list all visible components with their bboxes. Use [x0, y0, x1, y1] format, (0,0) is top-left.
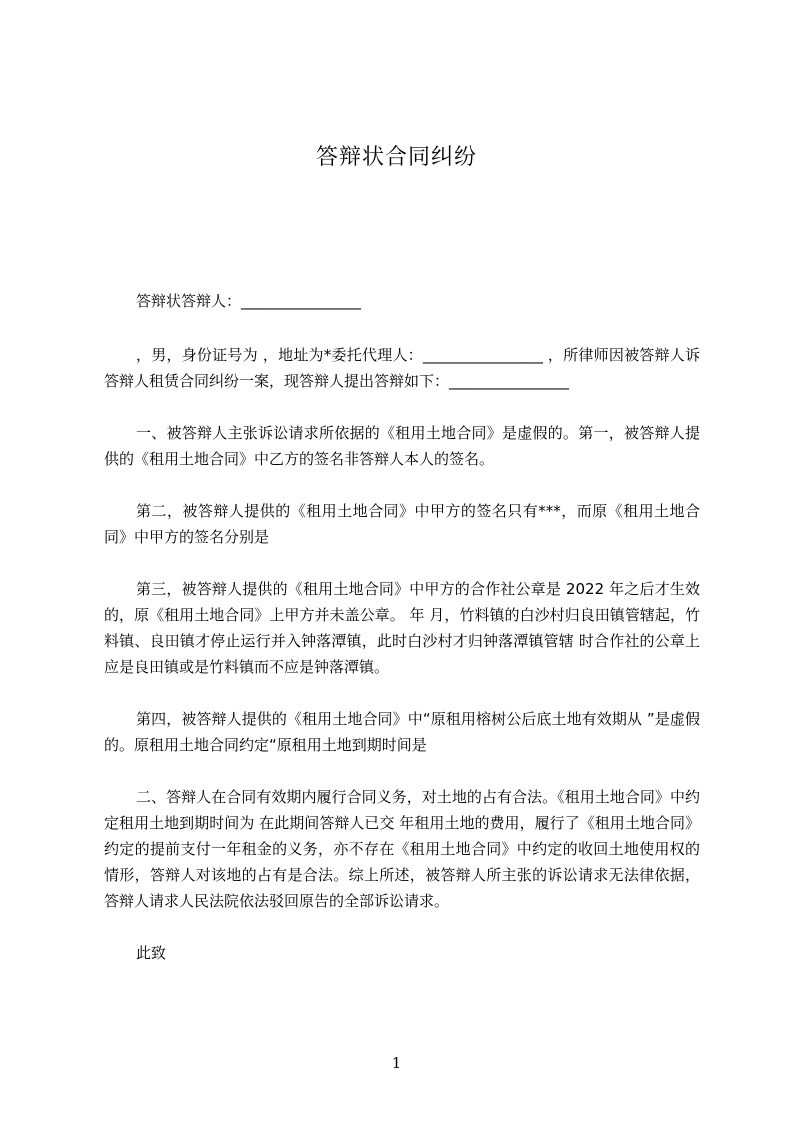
- defense-section-two-paragraph: 二、答辩人在合同有效期内履行合同义务，对土地的占有合法。《租用土地合同》中约定租用土地到期时间为 在此期间答辩人已交 年租用土地的费用，履行了《租用土地合同》约定的提前支付一年租金的义务，亦不存在《租用土地合同》中约定的收回土地使用权的情形，答辩人对该地的占有是合法。综上所述，被答辩人所主张的诉讼请求无法律依据，答辩人请求人民法院依法驳回原告的全部诉讼请求。: [104, 788, 700, 910]
- closing-salutation: 此致: [136, 944, 167, 962]
- document-body: [104, 288, 700, 992]
- defense-point-two-paragraph: 第二，被答辩人提供的《租用土地合同》中甲方的签名只有***，而原《租用土地合同》中甲方的签名分别是: [104, 502, 700, 546]
- page-number: 1: [391, 1054, 402, 1072]
- defense-point-three-paragraph: 第三，被答辩人提供的《租用土地合同》中甲方的合作社公章是 2022 年之后才生效的，原《租用土地合同》上甲方并未盖公章。 年 月，竹料镇的白沙村归良田镇管辖起，竹料镇、良田镇才停止运行并入钟落潭镇，此时白沙村才归钟落潭镇管辖 时合作社的公章上应是良田镇或是竹料镇而不应是钟落潭镇。: [104, 580, 700, 676]
- defense-point-one-paragraph: 一、被答辩人主张诉讼请求所依据的《租用土地合同》是虚假的。第一，被答辩人提供的《租用土地合同》中乙方的签名非答辩人本人的签名。: [104, 424, 700, 468]
- defense-point-four-paragraph: 第四，被答辩人提供的《租用土地合同》中“原租用榕树公后底土地有效期从 ”是虚假的。原租用土地合同约定“原租用土地到期时间是: [104, 710, 700, 754]
- respondent-line: 答辩状答辩人：________________: [136, 292, 362, 310]
- respondent-info-paragraph: ，男，身份证号为 ，地址为*委托代理人：________________ ，所律师因被答辩人诉答辩人租赁合同纠纷一案，现答辩人提出答辩如下：________________: [104, 346, 700, 390]
- document-title: 答辩状合同纠纷: [315, 145, 477, 170]
